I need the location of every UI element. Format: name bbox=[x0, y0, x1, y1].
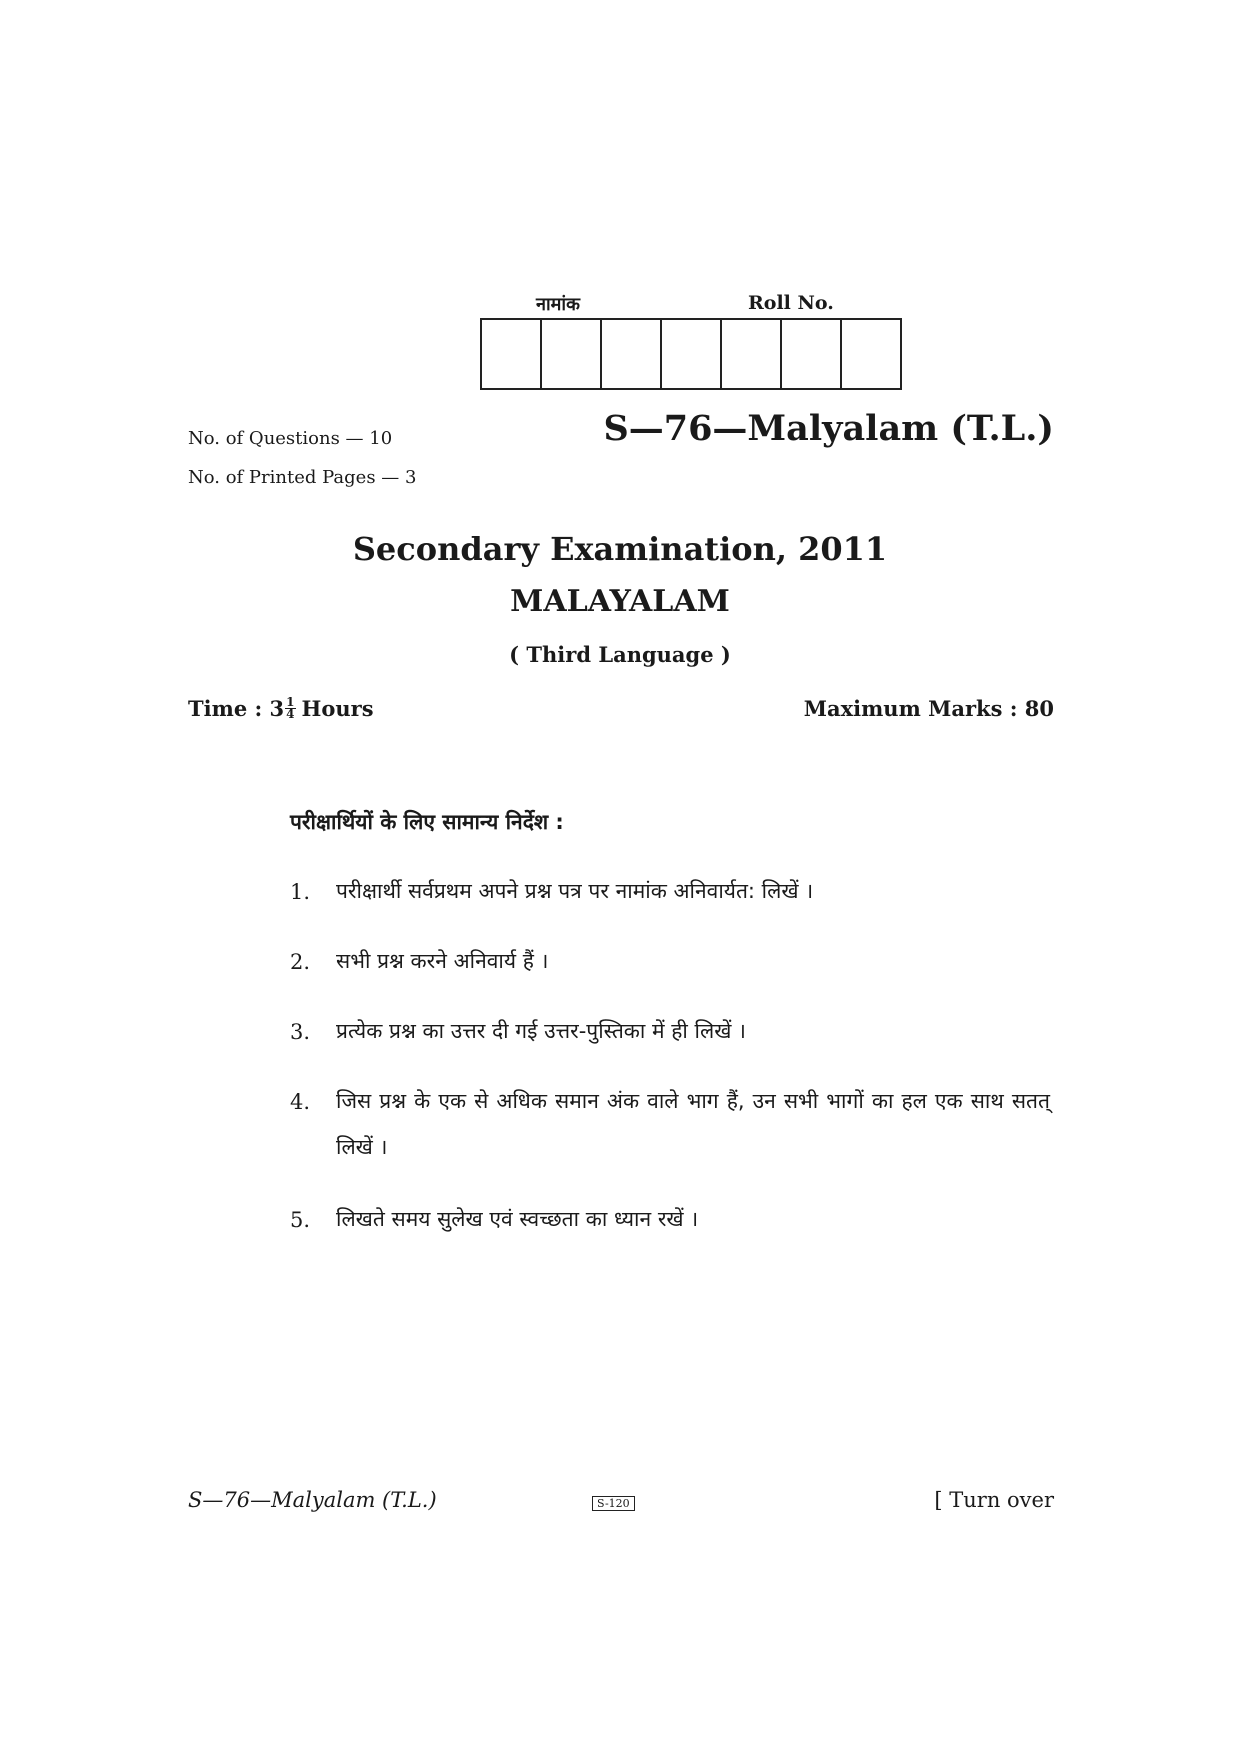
instruction-text: जिस प्रश्न के एक से अधिक समान अंक वाले भाग हैं, उन सभी भागों का हल एक साथ सतत् लिखें । bbox=[336, 1089, 1050, 1159]
instruction-item bbox=[290, 1090, 1050, 1170]
instruction-item bbox=[290, 1208, 1050, 1242]
instruction-text: सभी प्रश्न करने अनिवार्य हैं । bbox=[336, 949, 549, 973]
roll-number-box bbox=[662, 320, 722, 388]
instruction-item bbox=[290, 950, 1050, 984]
instruction-item bbox=[290, 880, 1050, 914]
roll-number-box bbox=[542, 320, 602, 388]
number-of-questions: No. of Questions — 10 bbox=[188, 428, 393, 449]
footer-paper-code: S—76—Malyalam (T.L.) bbox=[188, 1488, 437, 1512]
time-fraction-numerator: 1 bbox=[286, 695, 295, 709]
roll-number-hindi-label: नामांक bbox=[536, 294, 580, 315]
paper-code: S—76—Malyalam (T.L.) bbox=[603, 408, 1054, 449]
roll-number-box bbox=[482, 320, 542, 388]
roll-number-box bbox=[782, 320, 842, 388]
instruction-number: 5. bbox=[290, 1208, 311, 1232]
roll-number-boxes bbox=[480, 318, 902, 390]
turn-over-note: [ Turn over bbox=[934, 1488, 1054, 1512]
exam-title: Secondary Examination, 2011 bbox=[352, 530, 888, 568]
footer-print-code: S-120 bbox=[592, 1496, 635, 1511]
time-allowed bbox=[188, 696, 374, 722]
roll-number-box bbox=[602, 320, 662, 388]
instruction-number: 2. bbox=[290, 950, 311, 974]
time-fraction bbox=[285, 697, 295, 720]
instruction-text: प्रत्येक प्रश्न का उत्तर दी गई उत्तर-पुस्तिका में ही लिखें । bbox=[336, 1019, 747, 1043]
time-fraction-denominator: 4 bbox=[286, 707, 295, 721]
subject-title: MALAYALAM bbox=[510, 584, 730, 619]
instruction-text: परीक्षार्थी सर्वप्रथम अपने प्रश्न पत्र पर नामांक अनिवार्यत: लिखें । bbox=[336, 879, 814, 903]
number-of-printed-pages: No. of Printed Pages — 3 bbox=[188, 467, 417, 488]
maximum-marks: Maximum Marks : 80 bbox=[803, 696, 1054, 721]
time-suffix: Hours bbox=[301, 696, 374, 721]
roll-number-label: Roll No. bbox=[748, 292, 834, 314]
instruction-item bbox=[290, 1020, 1050, 1054]
time-prefix: Time : 3 bbox=[188, 696, 285, 721]
language-subtitle: ( Third Language ) bbox=[509, 642, 731, 667]
instruction-number: 3. bbox=[290, 1020, 311, 1044]
instructions-heading: परीक्षार्थियों के लिए सामान्य निर्देश : bbox=[290, 810, 564, 834]
instruction-number: 1. bbox=[290, 880, 311, 904]
instruction-text: लिखते समय सुलेख एवं स्वच्छता का ध्यान रखें । bbox=[336, 1207, 699, 1231]
roll-number-box bbox=[722, 320, 782, 388]
instruction-number: 4. bbox=[290, 1090, 311, 1114]
roll-number-box bbox=[842, 320, 900, 388]
